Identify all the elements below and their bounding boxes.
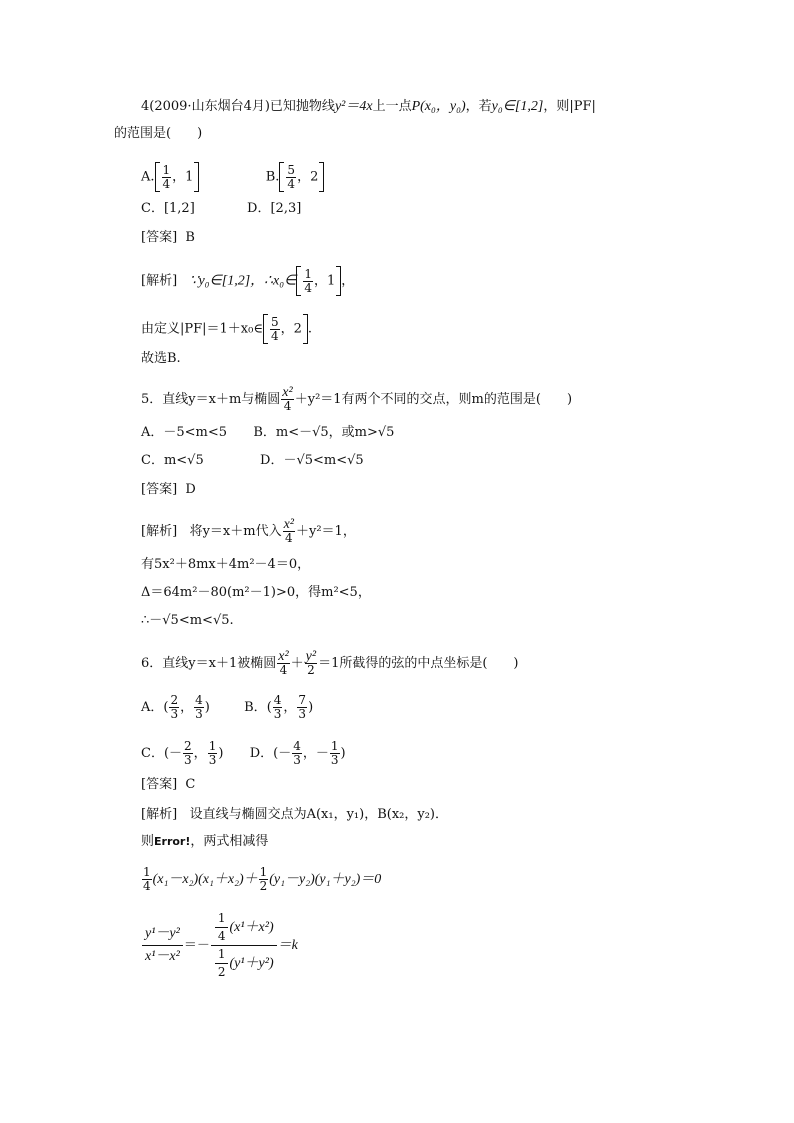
q4-opt-d: D．[2,3] [247, 201, 302, 216]
q5-analysis-3 [141, 584, 371, 602]
q5-number: 5． [141, 392, 163, 407]
q6-analysis-4: $\frac{\text{y¹－y²}}{\text{x¹－x²}}$ ＝－ $\frac{1}{4}$ (x¹＋x²) $\frac{1}{2}$ (y¹＋y²) ＝k [141, 912, 298, 979]
q6-analysis-4-tail: ＝k [277, 938, 298, 953]
q5-analysis-4 [141, 612, 234, 630]
q4-analysis-1: [解析] ∵y₀∈[1,2]，∴x₀∈ $\frac{1}{4}$ ，1 ， [141, 266, 355, 295]
q5-analysis-1: [解析] 将y＝x＋m代入 $\frac{\text{x²}}{4}$ ＋y²＝1， [141, 517, 356, 545]
q5-options-ab [141, 424, 394, 442]
q4-options-ab [141, 162, 324, 192]
q5-ellipse-frac: $\frac{\text{x²}}{4}$ [282, 385, 293, 413]
q4-stem-line2-text: 的范围是( ) [114, 126, 203, 141]
q6-stem: 6．直线y＝x＋1被椭圆 $\frac{\text{x²}}{4}$ ＋ $\frac{\text{y²}}{2}$ ＝1所截得的弦的中点坐标是( ) [141, 649, 519, 677]
q6-stem-b: ＝1所截得的弦的中点坐标是( ) [318, 656, 519, 671]
q4-analysis-1-text: ∵y₀∈[1,2]，∴x₀∈ [189, 273, 297, 289]
q4-number: 4 [141, 99, 150, 114]
q6-options-ab: A．( $\frac{2}{3}$ ， $\frac{4}{3}$ ) B．( $\frac{4}{3}$ ， $\frac{7}{3}$ ) [141, 693, 314, 721]
q4-answer-label: [答案] [141, 230, 178, 245]
q5-answer [141, 481, 196, 499]
q4-answer-value: B [185, 230, 195, 245]
q4-stem-a: 已知抛物线 [269, 99, 335, 114]
q6-analysis-3-text: (x₁－x₂)(x₁＋x₂)＋ [152, 872, 258, 887]
q6-stem-text: 直线y＝x＋1被椭圆 [162, 656, 277, 671]
q4-curve: y²＝4x [334, 99, 373, 114]
q6-opt-c-label: C． [141, 746, 164, 761]
q4-stem-b: 上一点 [372, 99, 412, 114]
q6-analysis-1 [141, 806, 448, 824]
q4-stem-line2 [114, 125, 202, 143]
q6-options-cd: C．(－ $\frac{2}{3}$ ， $\frac{1}{3}$ ) D．(－ $\frac{4}{3}$ ，－ $\frac{1}{3}$ ) [141, 739, 346, 767]
q5-stem-b: ＋y²＝1有两个不同的交点，则m的范围是( ) [294, 392, 573, 407]
q5-stem-text: 直线y＝x＋m与椭圆 [162, 392, 281, 407]
q5-analysis-1-text: 将y＝x＋m代入 [189, 524, 282, 539]
q4-analysis-3 [141, 350, 181, 368]
q5-opt-b: B．m<－√5，或m>√5 [253, 425, 395, 440]
q5-analysis-label: [解析] [141, 524, 178, 539]
q6-analysis-3: $\frac{1}{4}$ (x₁－x₂)(x₁＋x₂)＋ $\frac{1}{2}$ (y₁－y₂)(y₁＋y₂)＝0 [143, 865, 382, 893]
q4-analysis-2-text: 由定义|PF|＝1＋x₀∈ [141, 321, 263, 337]
q6-analysis-2b: ，两式相减得 [190, 834, 269, 849]
q4-opt-a-frac: $\frac{1}{4}$ [162, 162, 171, 191]
q4-stem-c: ，若 [465, 99, 492, 114]
q4-opt-b-tail: ，2 [297, 169, 319, 185]
q5-opt-a: A．－5<m<5 [141, 425, 228, 440]
q6-answer [141, 776, 195, 794]
q6-analysis-label: [解析] [141, 807, 178, 822]
q6-slope-rhs-frac: $\frac{1}{4}$ (x¹＋x²) $\frac{1}{2}$ (y¹＋y²) [211, 912, 277, 979]
q6-opt-a-label: A． [141, 700, 164, 715]
q6-opt-d-label: D． [249, 746, 274, 761]
q4-cond: y₀∈[1,2] [491, 99, 544, 114]
q4-opt-b-frac: $\frac{5}{4}$ [287, 162, 296, 191]
q6-analysis-3b: (y₁－y₂)(y₁＋y₂)＝0 [269, 872, 382, 887]
q5-answer-label: [答案] [141, 482, 178, 497]
q5-analysis-4-text: ∴－√5<m<√5. [141, 613, 234, 628]
q6-analysis-2 [141, 833, 268, 851]
q4-point: P(x₀，y₀) [411, 99, 466, 114]
q4-stem-d: ，则|PF| [543, 99, 596, 114]
q4-analysis-3-text: 故选B. [141, 351, 181, 366]
q5-options-cd [141, 452, 364, 470]
q4-answer [141, 229, 195, 247]
q5-opt-d: D．－√5<m<√5 [260, 453, 364, 468]
q5-opt-c: C．m<√5 [141, 453, 204, 468]
q4-opt-c: C．[1,2] [141, 201, 195, 216]
q4-opt-a-label: A. [141, 169, 155, 185]
q6-analysis-2a: 则 [141, 834, 155, 849]
q5-analysis-3-text: Δ＝64m²－80(m²－1)>0，得m²<5， [141, 585, 371, 600]
q6-analysis-1-text: 设直线与椭圆交点为A(x₁，y₁)，B(x₂，y₂)． [189, 807, 448, 822]
q4-stem-line1 [141, 98, 596, 116]
q4-options-cd [141, 200, 301, 218]
q6-analysis-error: Error! [154, 835, 191, 848]
q6-opt-b-label: B． [244, 700, 267, 715]
q5-answer-value: D [185, 482, 196, 497]
q4-analysis-2: 由定义|PF|＝1＋x₀∈ $\frac{5}{4}$ ，2 . [141, 314, 313, 343]
q4-source: (2009·山东烟台4月) [149, 99, 270, 114]
q6-number: 6． [141, 656, 163, 671]
q6-answer-value: C [185, 777, 196, 792]
q4-opt-a-tail: ，1 [172, 169, 194, 185]
q5-analysis-2 [141, 556, 310, 574]
q6-slope-frac: $\frac{\text{y¹－y²}}{\text{x¹－x²}}$ [142, 925, 183, 966]
q4-opt-b-label: B. [265, 169, 280, 185]
q5-stem [141, 386, 572, 413]
q4-analysis-label: [解析] [141, 273, 178, 289]
q5-analysis-1b: ＋y²＝1， [296, 524, 356, 539]
q5-analysis-2-text: 有5x²＋8mx＋4m²－4＝0， [141, 557, 311, 572]
q6-answer-label: [答案] [141, 777, 178, 792]
